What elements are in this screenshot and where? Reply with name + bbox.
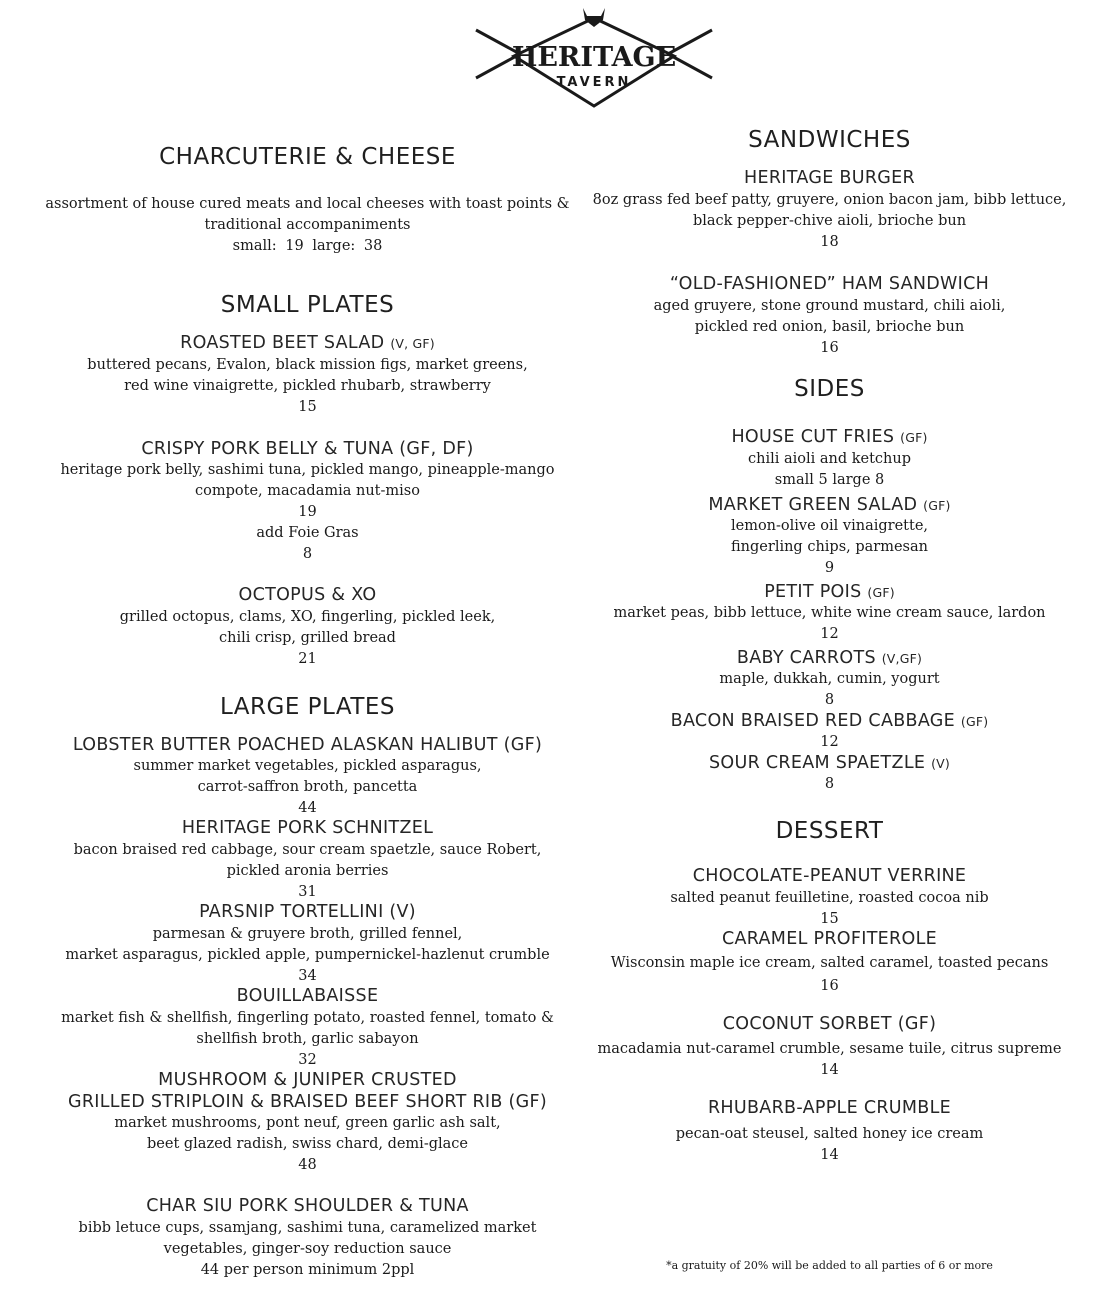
sorbet-desc-1: macadamia nut-caramel crumble, sesame tuile, citrus supreme [597, 1041, 1062, 1057]
item-name: BABY CARROTS [736, 648, 876, 668]
charcuterie-desc-1: assortment of house cured meats and local cheeses with toast points & [45, 196, 570, 212]
item-char-siu: CHAR SIU PORK SHOULDER & TUNA [146, 1196, 469, 1216]
item-name: ROASTED BEET SALAD [180, 333, 385, 353]
item-bacon-braised-red-cabbage [592, 710, 1067, 733]
burger-desc-2: black pepper-chive aioli, brioche bun [692, 213, 967, 229]
pois-price: 12 [820, 626, 839, 642]
item-pork-schnitzel: HERITAGE PORK SCHNITZEL [181, 818, 434, 838]
bouillabaisse-desc-1: market fish & shellfish, fingerling potato, roasted fennel, tomato & [61, 1010, 554, 1026]
item-heritage-burger: HERITAGE BURGER [744, 168, 915, 188]
tortellini-desc-1: parmesan & gruyere broth, grilled fennel, [152, 926, 463, 942]
profiterole-price: 16 [820, 978, 839, 994]
char-siu-price: 44 per person minimum 2ppl [200, 1262, 415, 1278]
bouillabaisse-desc-2: shellfish broth, garlic sabayon [196, 1031, 419, 1047]
item-name: PETIT POIS [764, 582, 862, 602]
logo-name: HERITAGE [511, 42, 677, 73]
cabbage-price: 12 [820, 734, 839, 750]
item-name: SOUR CREAM SPAETZLE [708, 753, 926, 773]
item-bouillabaisse: BOUILLABAISSE [236, 986, 379, 1006]
item-petit-pois [592, 581, 1067, 604]
logo-sub: TAVERN [556, 75, 632, 90]
item-coconut-sorbet: COCONUT SORBET (GF) [722, 1014, 937, 1034]
item-tag: (GF) [900, 430, 928, 445]
salad-price: 9 [824, 560, 835, 576]
ham-price: 16 [820, 340, 839, 356]
carrots-price: 8 [824, 692, 835, 708]
item-baby-carrots [592, 647, 1067, 670]
beet-desc-2: red wine vinaigrette, pickled rhubarb, strawberry [124, 378, 491, 394]
item-chocolate-peanut-verrine: CHOCOLATE-PEANUT VERRINE [692, 866, 967, 886]
carrots-desc-1: maple, dukkah, cumin, yogurt [719, 671, 940, 687]
char-siu-desc-1: bibb letuce cups, ssamjang, sashimi tuna, caramelized market [78, 1220, 537, 1236]
section-heading-charcuterie: CHARCUTERIE & CHEESE [159, 144, 456, 170]
section-heading-sandwiches: SANDWICHES [748, 127, 911, 153]
item-tag: (V,GF) [881, 651, 923, 666]
char-siu-desc-2: vegetables, ginger-soy reduction sauce [163, 1241, 452, 1257]
item-octopus-xo: OCTOPUS & XO [238, 585, 377, 605]
item-ham-sandwich: “OLD-FASHIONED” HAM SANDWICH [669, 274, 990, 294]
verrine-price: 15 [820, 911, 839, 927]
schnitzel-desc-1: bacon braised red cabbage, sour cream spaetzle, sauce Robert, [73, 842, 542, 858]
item-name: HOUSE CUT FRIES [731, 427, 895, 447]
item-tag: (GF) [960, 714, 989, 729]
halibut-desc-1: summer market vegetables, pickled asparagus, [133, 758, 482, 774]
pork-belly-addon-price: 8 [302, 546, 313, 562]
item-tag: (GF) [867, 585, 895, 600]
verrine-desc-1: salted peanut feuilletine, roasted cocoa nib [670, 890, 989, 906]
halibut-desc-2: carrot-saffron broth, pancetta [197, 779, 418, 795]
section-heading-dessert: DESSERT [775, 818, 884, 844]
salad-desc-2: fingerling chips, parmesan [731, 539, 928, 555]
section-heading-sides: SIDES [794, 376, 865, 402]
schnitzel-desc-2: pickled aronia berries [226, 863, 389, 879]
item-market-green-salad [592, 494, 1067, 517]
burger-desc-1: 8oz grass fed beef patty, gruyere, onion bacon jam, bibb lettuce, [592, 192, 1067, 208]
item-sour-cream-spaetzle [592, 752, 1067, 775]
profiterole-desc-1: Wisconsin maple ice cream, salted caramel, toasted pecans [610, 955, 1049, 971]
item-striploin-title-1: MUSHROOM & JUNIPER CRUSTED [158, 1070, 457, 1090]
bouillabaisse-price: 32 [298, 1052, 317, 1068]
schnitzel-price: 31 [298, 884, 317, 900]
pork-belly-addon: add Foie Gras [256, 525, 359, 541]
ham-desc-1: aged gruyere, stone ground mustard, chili aioli, [653, 298, 1006, 314]
item-tag: (GF) [923, 498, 951, 513]
item-name: MARKET GREEN SALAD [708, 495, 918, 515]
tortellini-desc-2: market asparagus, pickled apple, pumpernickel-hazlenut crumble [65, 947, 550, 963]
item-name: BACON BRAISED RED CABBAGE [670, 711, 956, 731]
pork-belly-desc-1: heritage pork belly, sashimi tuna, pickled mango, pineapple-mango [60, 462, 555, 478]
beet-price: 15 [298, 399, 317, 415]
crumble-desc-1: pecan-oat steusel, salted honey ice cream [675, 1126, 984, 1142]
item-rhubarb-apple-crumble: RHUBARB-APPLE CRUMBLE [707, 1098, 952, 1118]
octopus-price: 21 [298, 651, 317, 667]
spaetzle-price: 8 [824, 776, 835, 792]
fries-desc-1: chili aioli and ketchup [747, 451, 912, 467]
pork-belly-desc-2: compote, macadamia nut-miso [195, 483, 420, 499]
halibut-price: 44 [298, 800, 317, 816]
striploin-desc-1: market mushrooms, pont neuf, green garlic ash salt, [114, 1115, 501, 1131]
section-heading-large-plates: LARGE PLATES [219, 694, 396, 720]
beet-desc-1: buttered pecans, Evalon, black mission figs, market greens, [87, 357, 528, 373]
item-tag: (V) [931, 756, 951, 771]
striploin-desc-2: beet glazed radish, swiss chard, demi-glace [147, 1136, 468, 1152]
fries-desc-2: small 5 large 8 [774, 472, 885, 488]
burger-price: 18 [820, 234, 839, 250]
menu-left-column [30, 0, 585, 1308]
item-lobster-halibut: LOBSTER BUTTER POACHED ALASKAN HALIBUT (GF) [72, 735, 543, 755]
pois-desc-1: market peas, bibb lettuce, white wine cream sauce, lardon [613, 605, 1046, 621]
octopus-desc-2: chili crisp, grilled bread [219, 630, 396, 646]
item-house-cut-fries [592, 426, 1067, 449]
gratuity-note: *a gratuity of 20% will be added to all parties of 6 or more [666, 1259, 993, 1272]
section-heading-small-plates: SMALL PLATES [220, 292, 395, 318]
octopus-desc-1: grilled octopus, clams, XO, fingerling, pickled leek, [119, 609, 496, 625]
item-parsnip-tortellini: PARSNIP TORTELLINI (V) [199, 902, 416, 922]
item-striploin-title-2: GRILLED STRIPLOIN & BRAISED BEEF SHORT RIB (GF) [67, 1092, 548, 1112]
striploin-price: 48 [298, 1157, 317, 1173]
item-crispy-pork-belly: CRISPY PORK BELLY & TUNA (GF, DF) [141, 439, 474, 459]
item-tag: (V, GF) [390, 336, 435, 351]
ham-desc-2: pickled red onion, basil, brioche bun [694, 319, 965, 335]
pork-belly-price: 19 [298, 504, 317, 520]
item-roasted-beet-salad [30, 332, 585, 355]
charcuterie-desc-2: traditional accompaniments [204, 217, 411, 233]
tortellini-price: 34 [298, 968, 317, 984]
salad-desc-1: lemon-olive oil vinaigrette, [730, 518, 929, 534]
sorbet-price: 14 [820, 1062, 839, 1078]
menu-right-column [592, 0, 1067, 1308]
item-caramel-profiterole: CARAMEL PROFITEROLE [722, 929, 937, 949]
charcuterie-price: small: 19 large: 38 [232, 238, 383, 254]
crumble-price: 14 [820, 1147, 839, 1163]
